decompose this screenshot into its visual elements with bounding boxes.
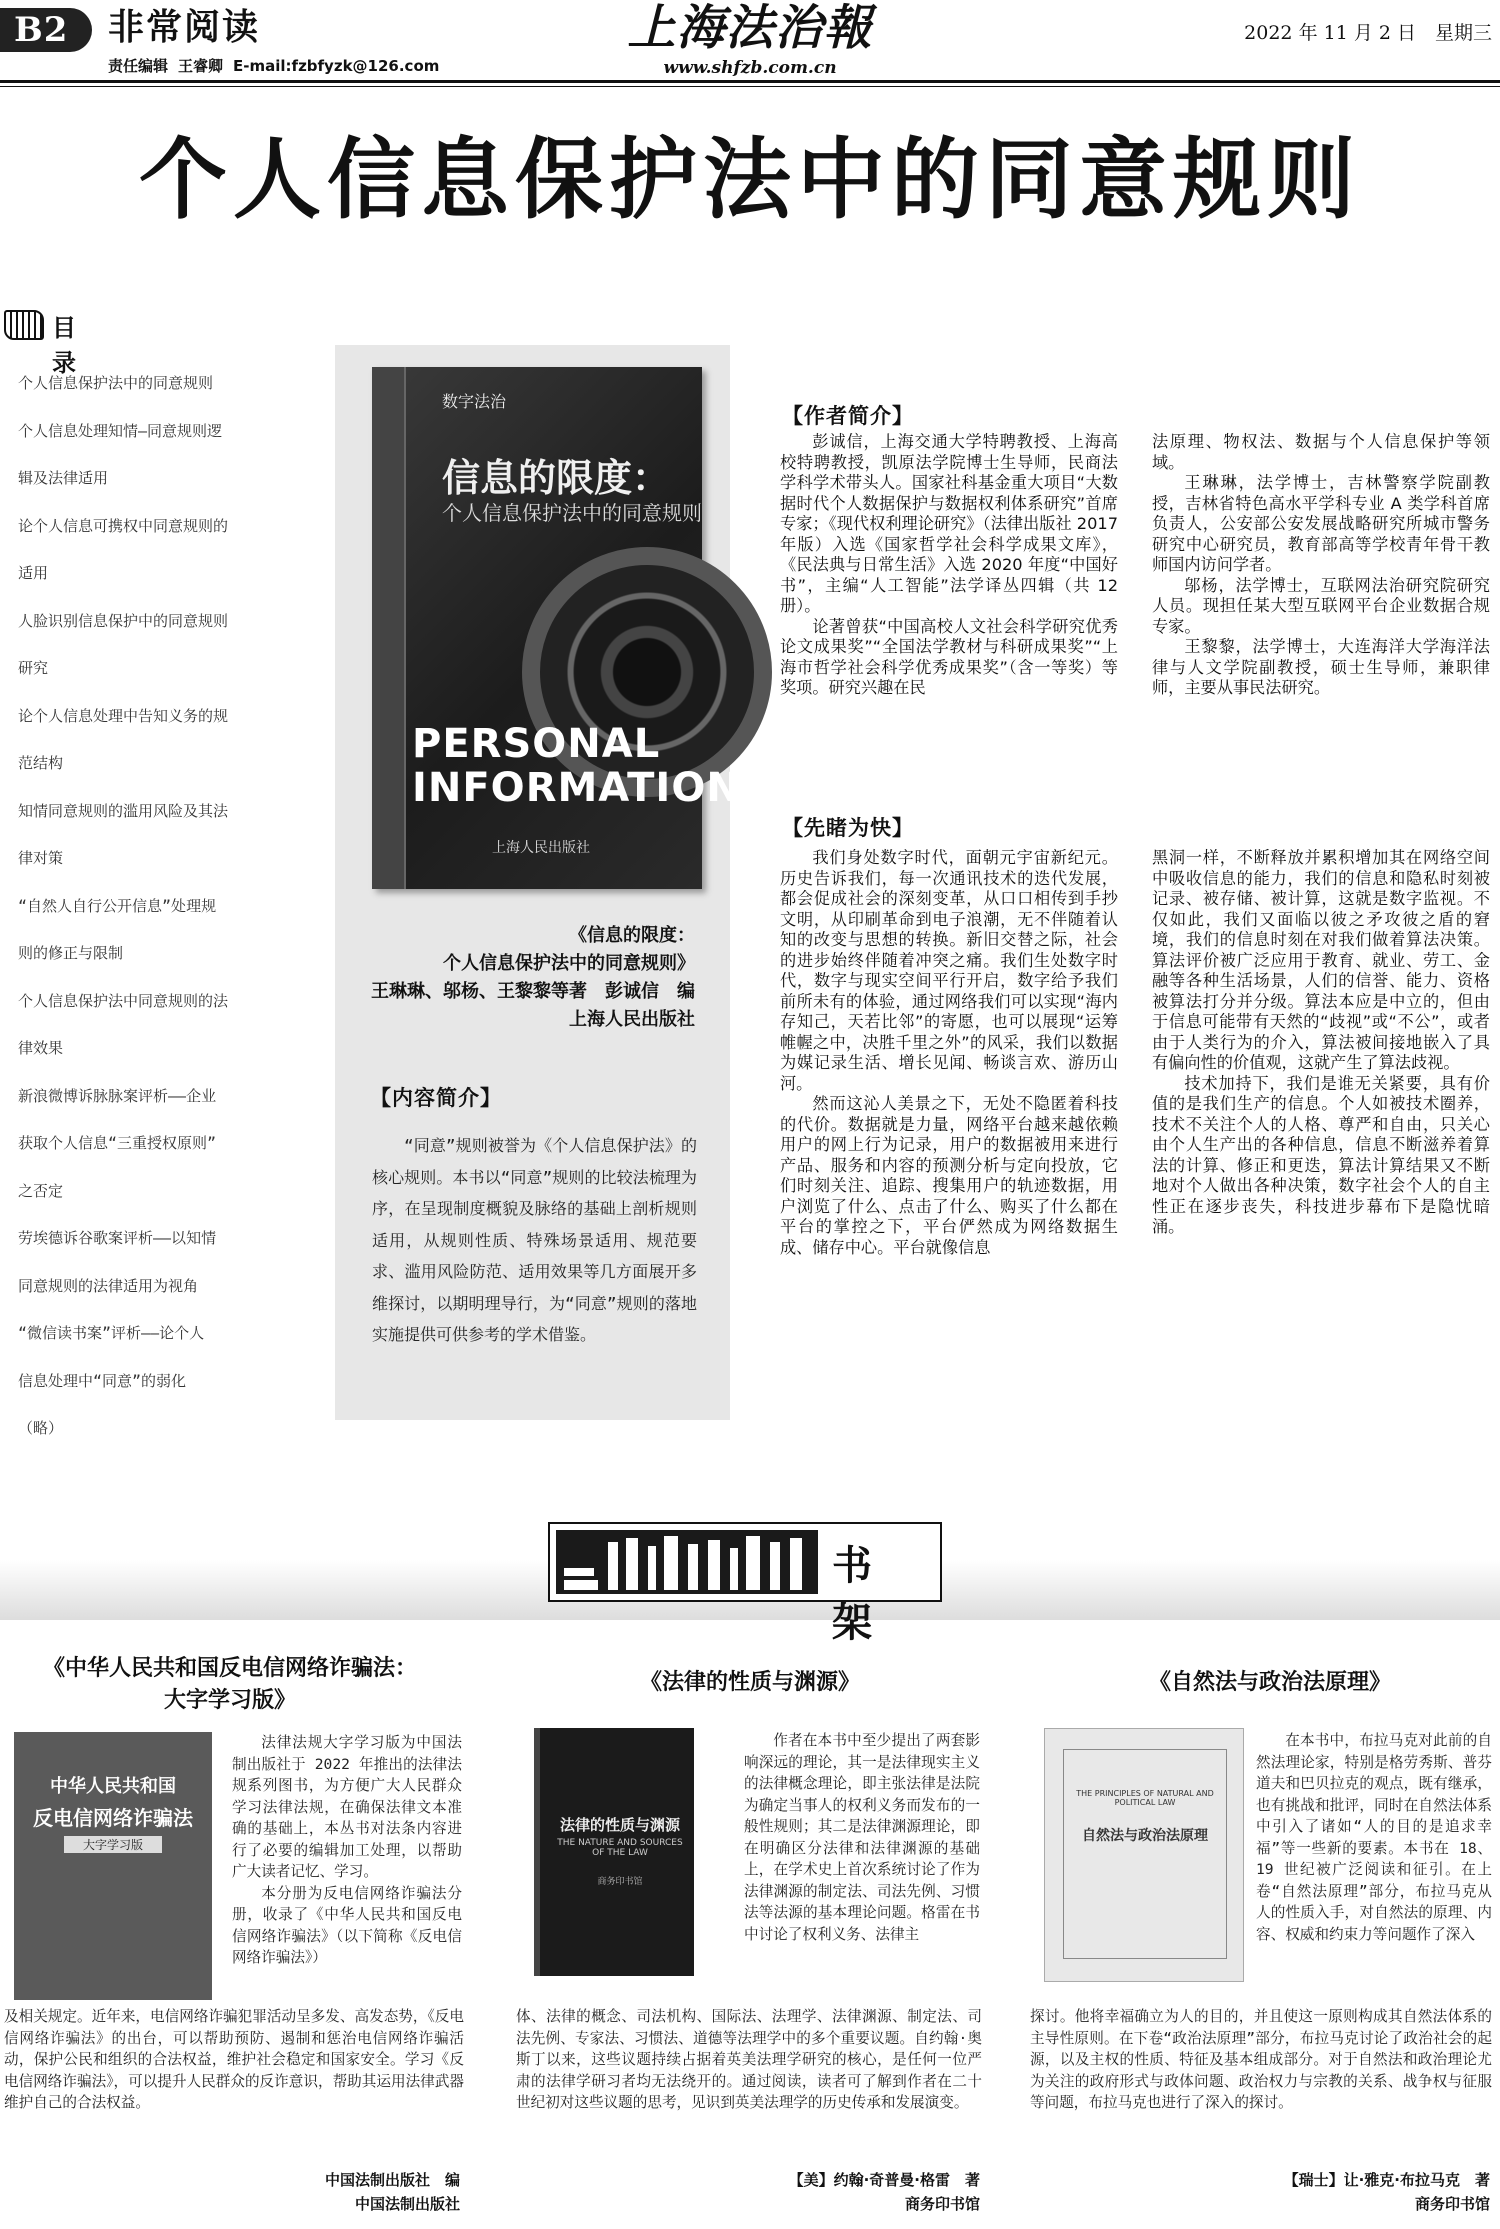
book2-cover-title: 法律的性质与渊源 — [559, 1816, 680, 1834]
book3-cover-frame — [1063, 1749, 1227, 1959]
book3-cover-title: 自然法与政治法原理 — [1082, 1828, 1208, 1844]
book2-description-top — [744, 1730, 980, 1945]
feature-book-cover — [372, 367, 741, 889]
book1-credits — [150, 2168, 460, 2216]
toc-item[interactable]: 论个人信息可携权中同意规则的 — [18, 516, 229, 535]
book3-credits — [1150, 2168, 1490, 2216]
toc-item[interactable]: 个人信息处理知情—同意规则逻 — [18, 421, 223, 440]
masthead-rule — [0, 80, 1500, 83]
page-headline: 个人信息保护法中的同意规则 — [138, 128, 1361, 231]
book2-cover — [534, 1728, 694, 1976]
toc-item[interactable]: 劳埃德诉谷歌案评析——以知情 — [18, 1229, 217, 1247]
book-icon — [4, 310, 44, 340]
content-intro-text: “同意”规则被誉为《个人信息保护法》的核心规则。本书以“同意”规则的比较法梳理为序，在呈现制度概貌及脉络的基础上剖析规则适用，从规则性质、特殊场景适用、规范要求、滥用风险防范、适用效果等几方面展开多维探讨，以期明理导行，为“同意”规则的落地实施提供可供参考的学术借鉴。 — [372, 1136, 697, 1344]
bookshelf-label: 书架 — [832, 1542, 888, 1646]
cover-publisher: 上海人民出版社 — [492, 840, 590, 856]
book2-credits — [640, 2168, 980, 2216]
toc-item[interactable]: 律对策 — [18, 849, 64, 867]
book1-title-line1: 《中华人民共和国反电信网络诈骗法： — [42, 1655, 417, 1681]
author-intro-label: 【作者简介】 — [782, 404, 914, 428]
book2-author: 【美】约翰·奇普曼·格雷 著 — [788, 2171, 980, 2189]
toc-item[interactable]: 同意规则的法律适用为视角 — [18, 1276, 199, 1295]
author-intro-column-1 — [780, 432, 1118, 699]
book1-cover-badge: 大字学习版 — [64, 1836, 162, 1853]
paragraph: 及相关规定。近年来，电信网络诈骗犯罪活动呈多发、高发态势，《反电信网络诈骗法》的出台，可以帮助预防、遏制和惩治电信网络诈骗活动，保护公民和组织的合法权益，维护社会稳定和国家安全。学习《反电信网络诈骗法》，可以提升人民群众的反诈意识，帮助其运用法律武器维护自己的合法权益。 — [4, 2008, 464, 2111]
book3-cover — [1044, 1728, 1244, 1982]
preview-column-2 — [1152, 848, 1490, 1238]
toc-item[interactable]: 研究 — [18, 659, 49, 677]
book1-title-line2: 大字学习版》 — [163, 1687, 296, 1713]
page-badge: B2 — [0, 8, 92, 52]
preview-label: 【先睹为快】 — [782, 816, 914, 840]
feature-book-caption — [360, 922, 695, 1034]
book3-description-top — [1256, 1730, 1492, 1945]
book3-description-bottom — [1030, 2006, 1492, 2114]
paragraph: 我们身处数字时代，面朝元宇宙新纪元。历史告诉我们，每一次通讯技术的迭代发展，都会促成社会的深刻变革，从口口相传到手抄文明，从印刷革命到电子浪潮，无不伴随着认知的改变与思想的转换。新旧交替之际，社会的进步始终伴随着冲突之痛。我们生处数字时代，数字与现实空间平行开启，数字给予我们前所未有的体验，通过网络我们可以实现“海内存知己，天若比邻”的寄愿，也可以展现“运筹帷幄之中，决胜千里之外”的风采，我们以数据为媒记录生活、增长见闻、畅谈言欢、游历山河。 — [780, 848, 1118, 1093]
bookshelf-icon — [556, 1530, 818, 1594]
toc-item[interactable]: 则的修正与限制 — [18, 944, 124, 962]
book1-author: 中国法制出版社 编 — [324, 2171, 460, 2189]
book3-author: 【瑞士】让·雅克·布拉马克 著 — [1283, 2171, 1490, 2189]
book1-cover-line2: 反电信网络诈骗法 — [33, 1806, 193, 1830]
paragraph: 本分册为反电信网络诈骗法分册，收录了《中华人民共和国反电信网络诈骗法》（以下简称《反电信网络诈骗法》） — [232, 1884, 462, 1966]
editor-label: 责任编辑 — [108, 57, 169, 75]
cover-english-title: PERSONAL INFORMATION — [412, 721, 741, 811]
toc-item[interactable]: （略） — [18, 1419, 64, 1437]
toc-item[interactable]: 律效果 — [18, 1039, 64, 1057]
book-spine — [372, 367, 406, 889]
toc-item[interactable]: 论个人信息处理中告知义务的规 — [18, 706, 229, 725]
editor-line — [108, 56, 449, 76]
paragraph: 彭诚信，上海交通大学特聘教授、上海高校特聘教授，凯原法学院博士生导师，民商法学科学术带头人。国家社科基金重大项目“大数据时代个人数据保护与数据权利体系研究”首席专家；《现代权利理论研究》（法律出版社 2017 年版）入选《国家哲学社会科学成果文库》，《民法典与日常生活》入选 2020 年度“中国好书”，主编“人工智能”法学译丛四辑（共 12 册）。 — [780, 432, 1118, 615]
editor-name: 王睿卿 — [178, 57, 224, 75]
book1-description-top — [232, 1732, 462, 1969]
website-link[interactable]: www.shfzb.com.cn — [663, 58, 837, 78]
toc-item[interactable]: 适用 — [18, 564, 49, 582]
paragraph: 体、法律的概念、司法机构、国际法、法理学、法律渊源、制定法、司法先例、专家法、习惯法、道德等法理学中的多个重要议题。自约翰·奥斯丁以来，这些议题持续占据着英美法理学研究的核心，是任何一位严肃的法律学研习者均无法绕开的。通过阅读，读者可了解到作者在二十世纪初对这些议题的思考，见识到英美法理学的历史传承和发展演变。 — [516, 2008, 982, 2111]
book2-cover-publisher: 商务印书馆 — [597, 1877, 643, 1887]
toc-item[interactable]: 范结构 — [18, 754, 64, 772]
cover-title: 信息的限度： — [442, 456, 671, 500]
paragraph: 然而这沁人美景之下，无处不隐匿着科技的代价。数据就是力量，网络平台越来越依赖用户的网上行为记录，用户的数据被用来进行产品、服务和内容的预测分析与定向投放，它们时刻关注、追踪、搜集用户的轨迹数据，用户浏览了什么、点击了什么、购买了什么都在平台的掌控之下，平台俨然成为网络数据生成、储存中心。平台就像信息 — [780, 1094, 1118, 1257]
toc-item[interactable]: 获取个人信息“三重授权原则” — [18, 1134, 217, 1152]
paragraph: 法原理、物权法、数据与个人信息保护等领域。 — [1152, 432, 1490, 472]
editor-email[interactable]: E-mail:fzbfyzk@126.com — [233, 57, 440, 75]
book2-cover-english: THE NATURE AND SOURCES OF THE LAW — [557, 1838, 683, 1858]
book3-cover-english: THE PRINCIPLES OF NATURAL AND POLITICAL LAW — [1076, 1789, 1214, 1807]
paragraph: 作者在本书中至少提出了两套影响深远的理论，其一是法律现实主义的法律概念理论，即主张法律是法院为确定当事人的权利义务而发布的一般性规则；其二是法律渊源理论，即在明确区分法律和法律渊源的基础上，在学术史上首次系统讨论了作为法律渊源的制定法、司法先例、习惯法等法源的基本理论问题。格雷在书中讨论了权利义务、法律主 — [744, 1732, 980, 1943]
book1-cover-line1: 中华人民共和国 — [50, 1776, 176, 1797]
cover-subtitle: 个人信息保护法中的同意规则 — [442, 501, 702, 525]
paragraph: 在本书中，布拉马克对此前的自然法理论家，特别是格劳秀斯、普芬道夫和巴贝拉克的观点，既有继承，也有挑战和批评，同时在自然法体系中引入了诸如“人的目的是追求幸福”等一些新的要素。本书在 18、19 世纪被广泛阅读和征引。在上卷“自然法原理”部分，布拉马克从人的性质入手，对自然法的原理、内容、权威和约束力等问题作了深入 — [1256, 1732, 1492, 1943]
newspaper-logo: 上海法治報 — [627, 0, 873, 56]
paragraph: 法律法规大字学习版为中国法制出版社于 2022 年推出的法律法规系列图书，为方便广大人民群众学习法律法规，在确保法律文本准确的基础上，本丛书对法条内容进行了必要的编辑加工处理，以帮助广大读者记忆、学习。 — [232, 1734, 462, 1880]
content-intro-label: 【内容简介】 — [370, 1086, 502, 1110]
book3-title: 《自然法与政治法原理》 — [1148, 1669, 1391, 1695]
paragraph: 黑洞一样，不断释放并累积增加其在网络空间中吸收信息的能力，我们的信息和隐私时刻被记录、被存储、被计算，这就是数字监视。不仅如此，我们又面临以彼之矛攻彼之盾的窘境，我们的信息时刻在对我们做着算法决策。算法评价被广泛应用于教育、就业、劳工、金融等各种生活场景，人们的信誉、能力、资格被算法打分并分级。算法本应是中立的，但由于信息可能带有天然的“歧视”或“不公”，或者由于人类行为的介入，算法被间接地嵌入了具有偏向性的价值观，这就产生了算法歧视。 — [1152, 848, 1490, 1072]
book1-title — [10, 1652, 450, 1716]
toc-item[interactable]: 个人信息保护法中的同意规则 — [18, 374, 214, 392]
caption-authors: 王琳琳、邬杨、王黎黎等著 彭诚信 编 — [371, 981, 695, 1002]
section-title: 非常阅读 — [108, 7, 261, 48]
book1-publisher: 中国法制出版社 — [354, 2195, 460, 2213]
book1-cover — [14, 1732, 212, 2000]
toc-item[interactable]: 之否定 — [18, 1181, 64, 1200]
toc-item[interactable]: 辑及法律适用 — [18, 469, 109, 487]
cover-series: 数字法治 — [442, 392, 507, 411]
toc-item[interactable]: “微信读书案”评析——论个人 — [18, 1324, 205, 1342]
toc-list — [18, 360, 278, 1453]
book2-title: 《法律的性质与渊源》 — [639, 1669, 860, 1695]
paragraph: 技术加持下，我们是谁无关紧要，具有价值的是我们生产的信息。个人如被技术圈养，技术不关注个人的人格、尊严和自由，只关心由个人生产出的各种信息，信息不断滋养着算法的计算、修正和更迭，算法计算结果又不断地对个人做出各种决策，数字社会个人的自主性正在逐步丧失，科技进步幕布下是隐忧暗涌。 — [1152, 1073, 1490, 1236]
toc-item[interactable]: 新浪微博诉脉脉案评析——企业 — [18, 1086, 217, 1105]
paragraph: 王琳琳，法学博士，吉林警察学院副教授，吉林省特色高水平学科专业 A 类学科首席负责人，公安部公安发展战略研究所城市警务研究中心研究员，教育部高等学校青年骨干教师国内访问学者。 — [1152, 473, 1490, 574]
bookshelf-banner — [548, 1522, 942, 1646]
issue-date: 2022 年 11 月 2 日 星期三 — [1244, 22, 1492, 44]
toc-title: 目录 — [52, 313, 78, 377]
book2-publisher: 商务印书馆 — [904, 2195, 980, 2213]
paragraph: 探讨。他将幸福确立为人的目的，并且使这一原则构成其自然法体系的主导性原则。在下卷“政治法原理”部分，布拉马克讨论了政治社会的起源，以及主权的性质、特征及基本组成部分。对于自然法和政治理论尤为关注的政府形式与政体问题、政治权力与宗教的关系、战争权与征服等问题，布拉马克也进行了深入的探讨。 — [1030, 2008, 1492, 2111]
caption-title-line1: 《信息的限度： — [569, 925, 695, 946]
paragraph: 论著曾获“中国高校人文社会科学研究优秀论文成果奖”“全国法学教材与科研成果奖”“上海市哲学社会科学优秀成果奖”（含一等奖）等奖项。研究兴趣在民 — [780, 616, 1118, 697]
author-intro-column-2 — [1152, 432, 1490, 699]
toc-item[interactable]: 知情同意规则的滥用风险及其法 — [18, 801, 229, 820]
toc-item[interactable]: 信息处理中“同意”的弱化 — [18, 1371, 187, 1390]
paragraph: 邬杨，法学博士，互联网法治研究院研究人员。现担任某大型互联网平台企业数据合规专家。 — [1152, 575, 1490, 636]
caption-publisher: 上海人民出版社 — [569, 1009, 695, 1030]
book1-description-bottom — [4, 2006, 464, 2114]
masthead-rule-thin — [0, 86, 1500, 87]
caption-title-line2: 个人信息保护法中的同意规则》 — [443, 953, 695, 974]
toc-item[interactable]: 人脸识别信息保护中的同意规则 — [18, 611, 229, 630]
book2-description-bottom — [516, 2006, 982, 2114]
toc-item[interactable]: 个人信息保护法中同意规则的法 — [18, 991, 229, 1010]
book3-publisher: 商务印书馆 — [1414, 2195, 1490, 2213]
toc-item[interactable]: “自然人自行公开信息”处理规 — [18, 896, 217, 915]
preview-column-1 — [780, 848, 1118, 1258]
paragraph: 王黎黎，法学博士，大连海洋大学海洋法律与人文学院副教授，硕士生导师，兼职律师，主要从事民法研究。 — [1152, 637, 1490, 697]
